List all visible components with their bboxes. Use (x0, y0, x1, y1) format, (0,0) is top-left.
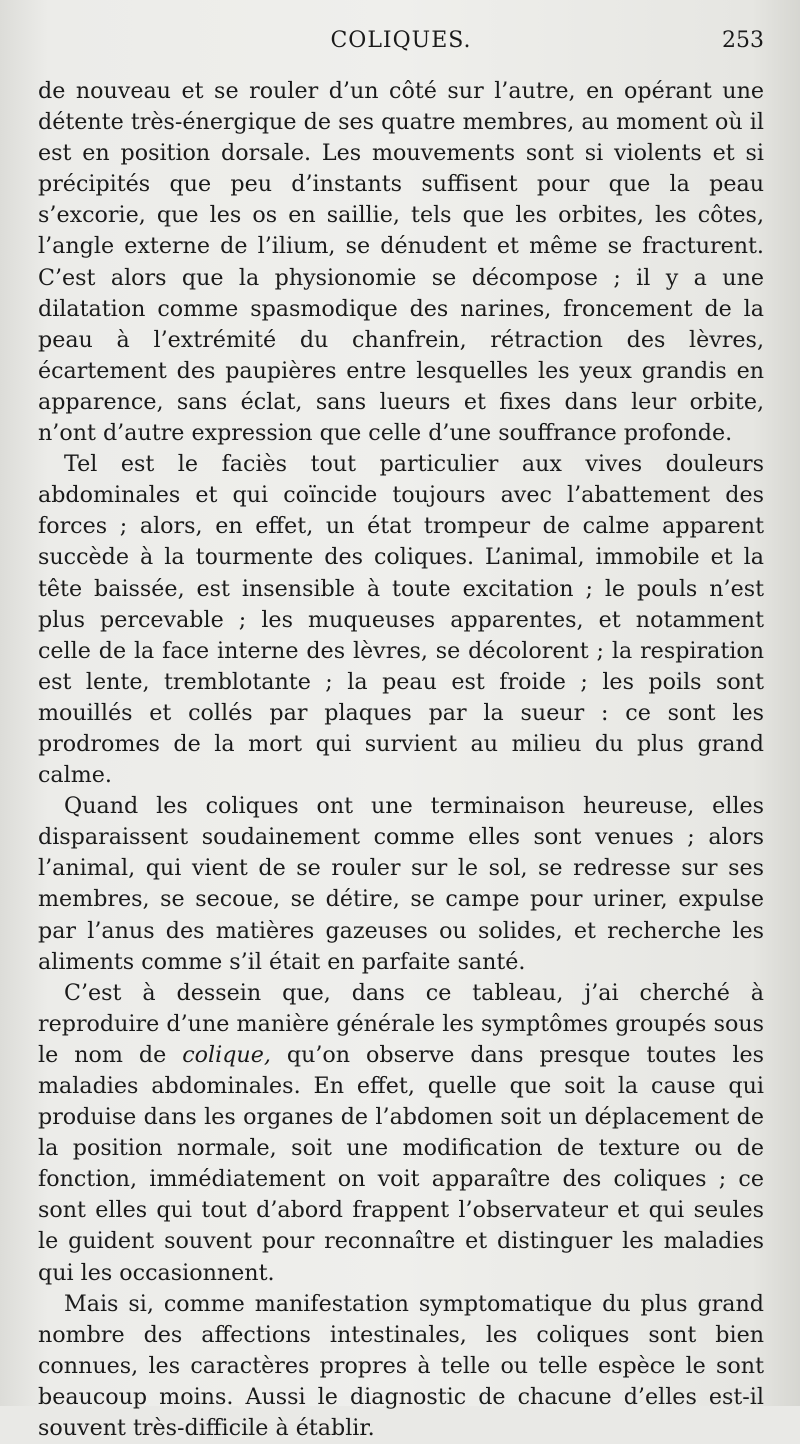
paragraph-tableau-part-2: qu’on observe dans presque toutes les maladies abdominales. En effet, quelle que soit la cause qui produise dans les organes de l’abdomen soit un déplacement de la position normale, soit une modification de texture ou de fonction, immédiatement on voit apparaître des coliques ; ce sont elles qui tout d’abord frappent l’observateur et qui seules le guident souvent pour reconnaître et distinguer les maladies qui les occasionnent. (38, 1041, 765, 1286)
paragraph-continued: de nouveau et se rouler d’un côté sur l’autre, en opérant une détente très-énergique de ses quatre membres, au moment où il est en position dorsale. Les mouvements sont si violents et si précipités que peu d’instants suffisent pour que la peau s’excorie, que les os en saillie, tels que les orbites, les côtes, l’angle externe de l’ilium, se dénudent et même se fracturent. C’est alors que la physionomie se décompose ; il y a une dilatation comme spasmodique des narines, froncement de la peau à l’extrémité du chanfrein, rétraction des lèvres, écartement des paupières entre lesquelles les yeux grandis en apparence, sans éclat, sans lueurs et fixes dans leur orbite, n’ont d’autre expression que celle d’une souffrance profonde. (38, 78, 764, 447)
paragraph-tableau-part-1: C’est à dessein que, dans ce tableau, j’ai cherché à reproduire d’une manière générale les symptômes groupés sous le nom de (38, 979, 764, 1068)
paragraph-terminaison: Quand les coliques ont une terminaison heureuse, elles disparaissent soudainement comme elles sont venues ; alors l’animal, qui vient de se rouler sur le sol, se redresse sur ses membres, se secoue, se détire, se campe pour uriner, expulse par l’anus des matières gazeuses ou solides, et recherche les aliments comme s’il était en parfaite santé. (38, 793, 764, 975)
page-header (38, 28, 764, 62)
page-number: 253 (722, 28, 764, 53)
paragraph-tableau (38, 978, 764, 1289)
italic-term-colique: colique, (182, 1041, 271, 1068)
running-title: COLIQUES. (330, 28, 472, 53)
body-text (38, 76, 764, 1444)
paragraph-facies: Tel est le faciès tout particulier aux vives douleurs abdominales et qui coïncide toujours avec l’abattement des forces ; alors, en effet, un état trompeur de calme apparent succède à la tourmente des coliques. L’animal, immobile et la tête baissée, est insensible à toute excitation ; le pouls n’est plus percevable ; les muqueuses apparentes, et notamment celle de la face interne des lèvres, se décolorent ; la respiration est lente, tremblotante ; la peau est froide ; les poils sont mouillés et collés par plaques par la sueur : ce sont les prodromes de la mort qui survient au milieu du plus grand calme. (38, 451, 764, 789)
paragraph-diagnostic: Mais si, comme manifestation symptomatique du plus grand nombre des affections intestinales, les coliques sont bien connues, les caractères propres à telle ou telle espèce le sont beaucoup moins. Aussi le diagnostic de chacune d’elles est-il souvent très-difficile à établir. (38, 1290, 764, 1442)
